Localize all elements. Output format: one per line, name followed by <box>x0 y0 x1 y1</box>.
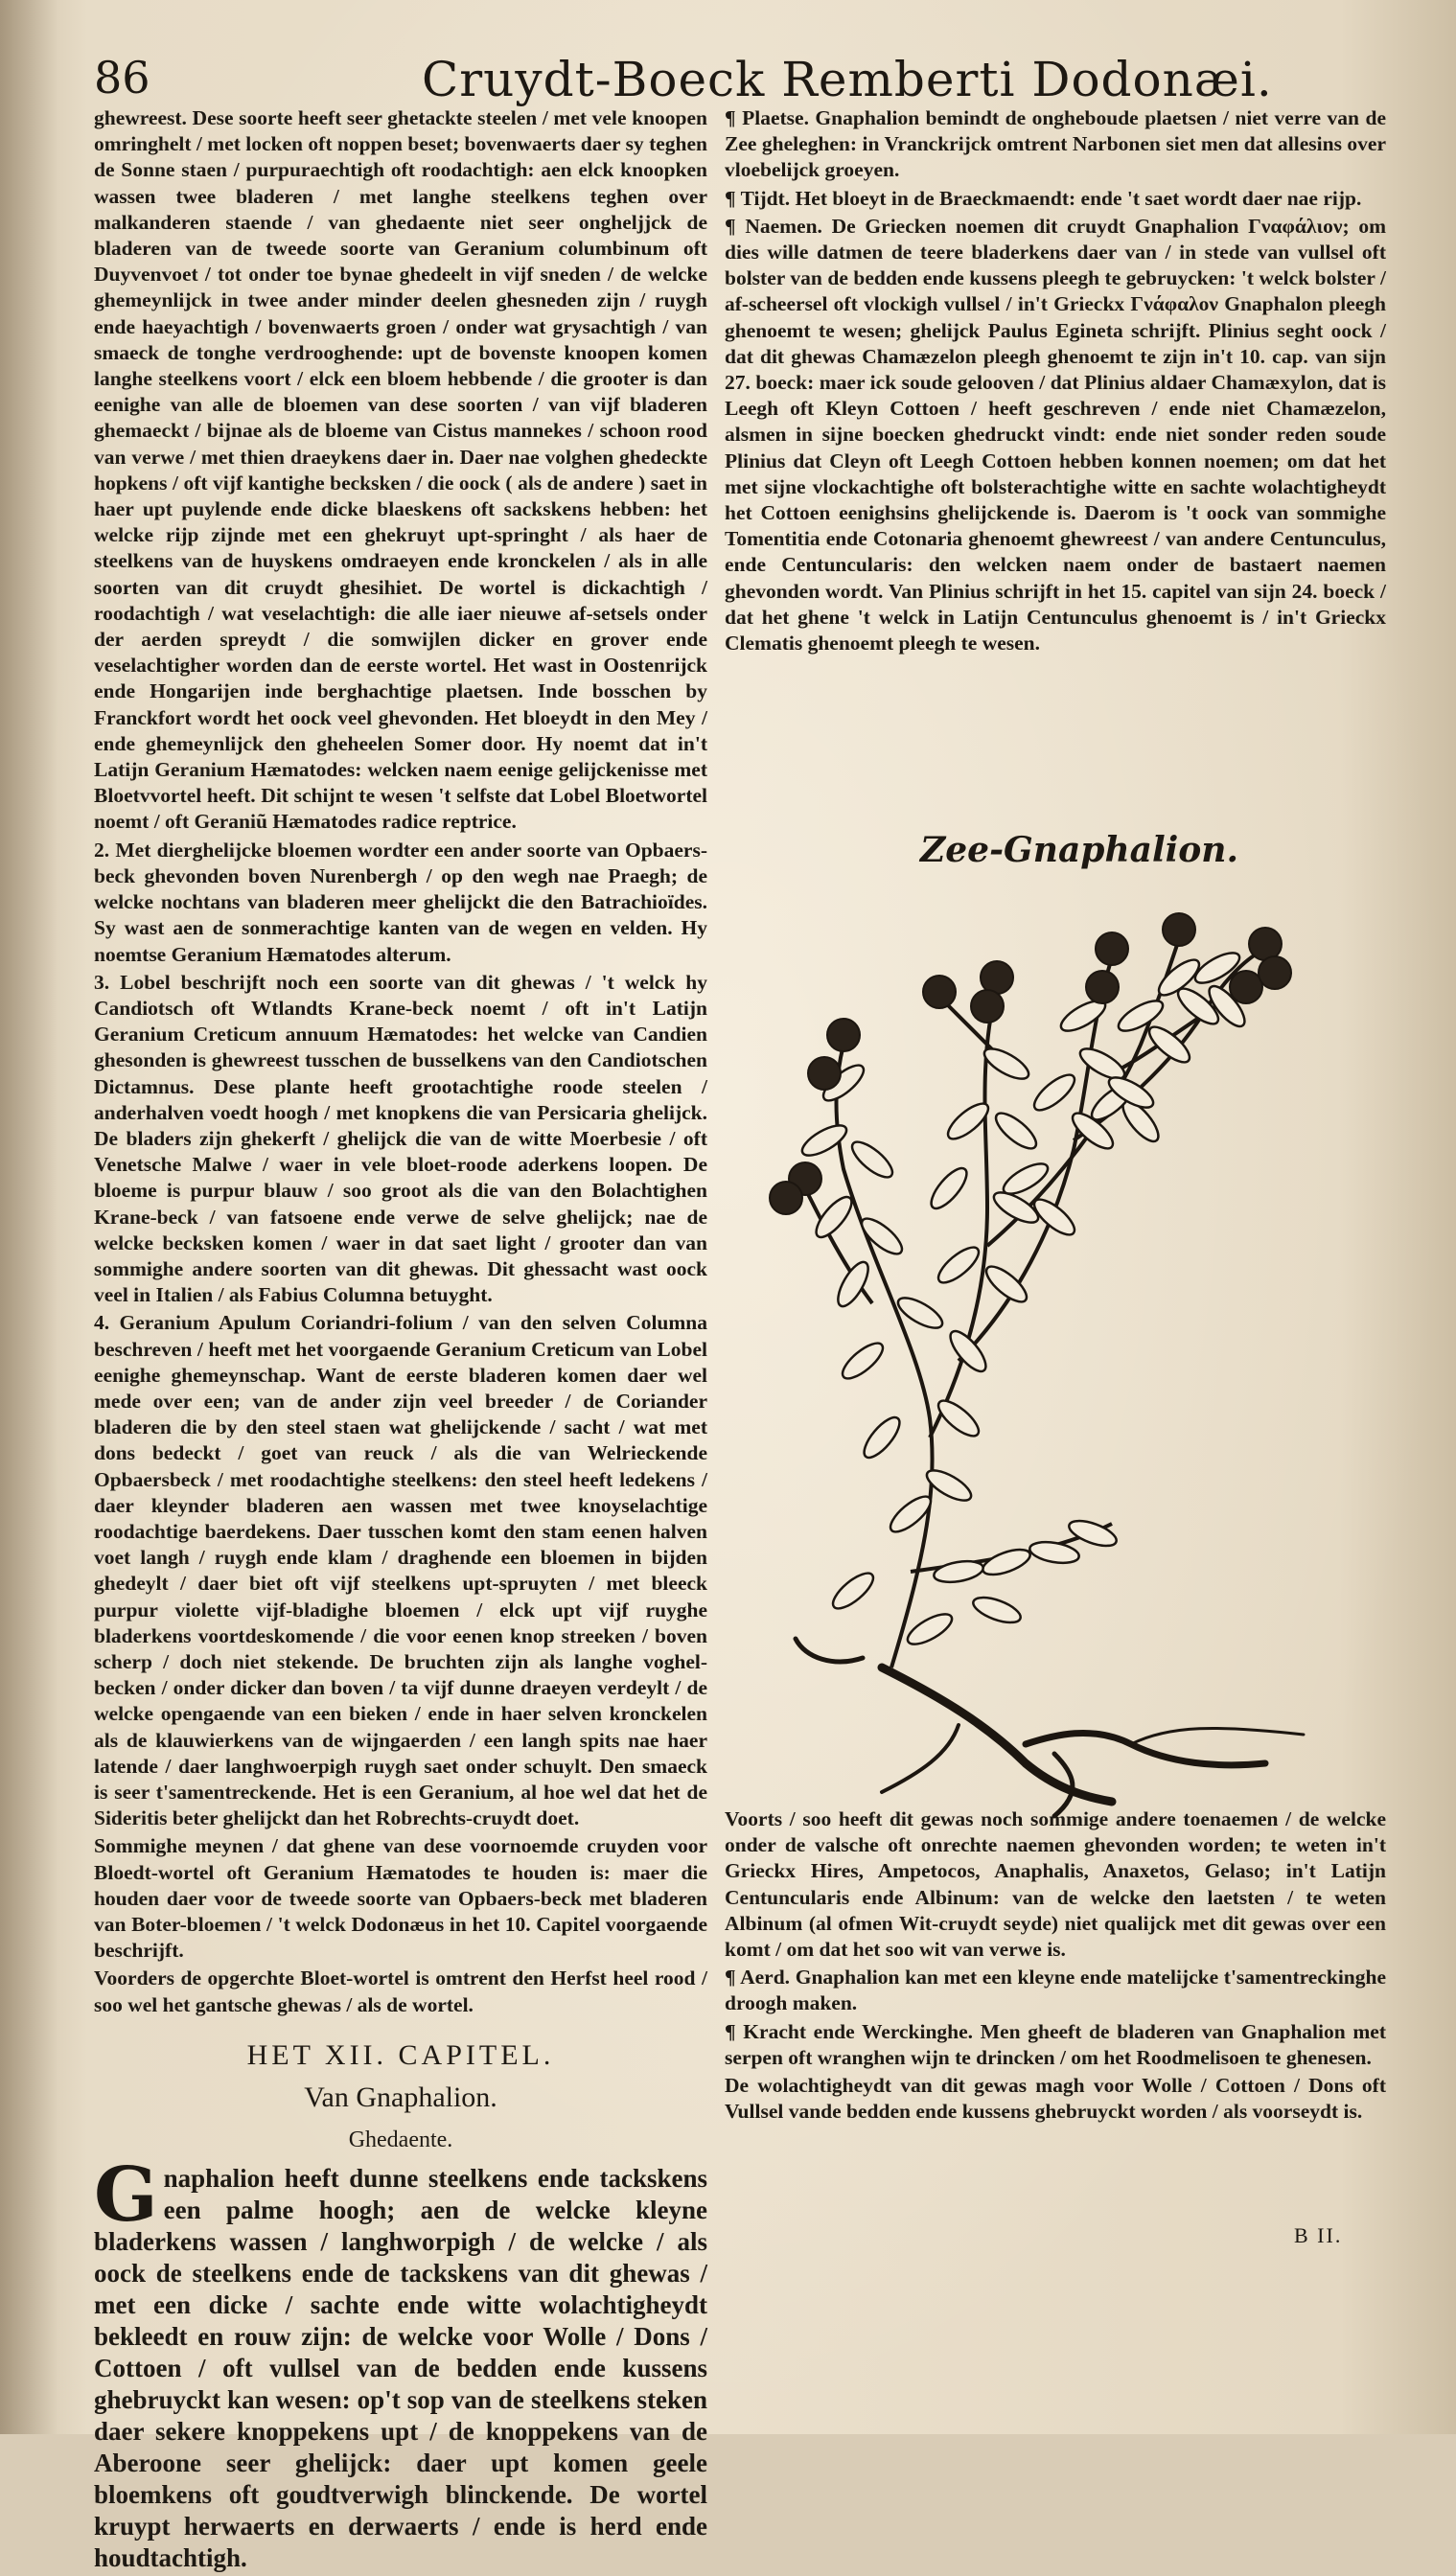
left-paragraph-3: 3. Lobel beschrijft noch een soorte van dit ghewas / 't welck hy Candiotsch oft Wtlandts Krane-beck noemt / oft in't Latijn Geranium Creticum annuum Hæmatodes: het welcke van Candien ghesonden is ghewreest tusschen de busselkens van den Candiotschen Dictamnus. Dese plante heeft grootachtighe roode steelen / anderhalven voedt hoogh / met knopkens die van Persicaria ghelijck. De bladers zijn ghekerft / ghelijck die van de witte Moerbesie / oft Venetsche Malwe / waer in vele bloet-roode aderkens loopen. De bloeme is purpur blauw / soo groot als die van den Bolachtighen Krane-beck / van fatsoene ende verwe de selve ghelijck; nae de welcke becksken komen / waer in dat saet light / grooter dan van sommighe andere soorten van dit ghewas. Dit ghessacht wast oock veel in Italien / als Fabius Columna betuyght. <box>94 970 707 1307</box>
opening-paragraph <box>94 2150 707 2574</box>
left-column <box>94 105 707 2576</box>
right-paragraph-2: ¶ Tijdt. Het bloeyt in de Braeckmaendt: ende 't saet wordt daer nae rijp. <box>725 186 1362 210</box>
woodcut-leaf <box>991 1108 1042 1155</box>
right-lower-paragraph-4: De wolachtigheydt van dit gewas magh voor Wolle / Cottoen / Dons oft Vullsel vande bedden ende kussens ghebruyckt worden / als voorseydt is. <box>725 2074 1386 2124</box>
left-paragraph-4: 4. Geranium Apulum Coriandri-folium / van den selven Columna beschreven / heeft met het voorgaende Geranium Creticum van Lobel eenighe ghemeynschap. Want de eerste bladeren komen daer wel mede over een; van de ander zijn veel breeder / de Coriander bladeren die by den steel staen wat ghelijckende / sacht / wat met dons bedeckt / goet van reuck / als die van Welrieckende Opbaersbeck / met roodachtighe steelkens: den steel heeft ledekens / daer kleynder bladeren aen wassen met twee knoyselachtige roodachtige baerdekens. Daer tusschen komt den stam eenen halven voet langh / ruygh ende klam / draghende een bloemen in bijden ghedeylt / daer biet oft vijf steelkens upt-spruyten / met bleeck purpur violette vijf-bladighe bloemen / elck upt vijf ruyghe bladerkens voortdeskomende / die voor eenen knop streeken / boven scherp / doch niet stekende. De bruchten zijn als langhe voghel-becken / onder dicker dan boven / ta vijf dunne draeyen verdeylt / de welcke opengaende van een bieken / ende in haer selven kronckelen als de klauwierkens van de wijngaerden / een langh spits nae haer latende / daer langhwoerpigh ruygh saet onder schuylt. Den smaeck is seer t'samentreckende. Het is een Geranium, al hoe wel dat het de Sideritis beter ghelijckt dan het Robrechts-cruydt doet. <box>94 1311 707 1830</box>
woodcut-leaf <box>926 1163 973 1214</box>
woodcut-leaf <box>980 1545 1033 1580</box>
left-paragraph-2: 2. Met dierghelijcke bloemen wordter een ander soorte van Opbaers-beck ghevonden boven Nurenbergh / op den wegh nae Praegh; de welcke nochtans van bladeren meer ghelijckt die den Batrachioïdes. Sy wast aen de sonmerachtige kanten van de wegen en velden. Hy noemtse Geranium Hæmatodes alterum. <box>94 838 707 966</box>
woodcut-flowerhead <box>981 961 1013 994</box>
right-lower-paragraph-2: ¶ Aerd. Gnaphalion kan met een kleyne ende matelijcke t'samentreckinghe droogh maken. <box>725 1966 1386 2015</box>
woodcut-leaf <box>859 1413 906 1463</box>
woodcut-leaf <box>970 1593 1024 1628</box>
woodcut-root <box>796 1639 1304 1816</box>
woodcut-leaf <box>980 1043 1032 1084</box>
left-paragraph-6: Voorders de opgerchte Bloet-wortel is omtrent den Herfst heel rood / soo wel het gantsche ghewas / als de wortel. <box>94 1966 707 2016</box>
section-label: Ghedaente. <box>348 2127 453 2152</box>
woodcut-flowerhead <box>971 990 1004 1023</box>
woodcut-leaf <box>1029 1070 1080 1116</box>
woodcut-leaf <box>847 1137 898 1184</box>
woodcut-flowerhead <box>1230 971 1262 1003</box>
running-title: Cruydt-Boeck Remberti Dodonæi. <box>422 52 1273 107</box>
right-lower-text <box>725 1806 1386 2127</box>
opening-paragraph-text: naphalion heeft dunne steelkens ende tackskens een palme hoogh; aen de welcke kleyne bladerkens wassen / langhworpigh / de welcke / als oock de steelkens ende de tackskens van dit ghewas / met een dicke / sachte ende witte wolachtigheydt bekleedt en rouw zijn: de welcke voor Wolle / Dons / Cottoen / oft vullsel van de bedden ende kussens ghebruyckt kan wesen: op't sop van de steelkens steken daer sekere knoppekens upt / de knoppekens van de Aberoone seer ghelijck: daer upt komen geele bloemkens oft goudtverwigh blinckende. De wortel kruypt herwaerts en derwaerts / ende is herd ende houdtachtigh. <box>94 2163 707 2572</box>
page-number: 86 <box>94 52 150 104</box>
woodcut-leaf <box>999 1158 1052 1199</box>
right-paragraph-1: ¶ Plaetse. Gnaphalion bemindt de ongheboude plaetsen / niet verre van de Zee gheleghen: in Vranckrijck omtrent Narbonen siet men dat allesins over vloebelijck groeyen. <box>725 106 1386 182</box>
page-header <box>0 38 1456 115</box>
woodcut-leaf <box>857 1213 908 1260</box>
woodcut-leaf <box>1028 1539 1081 1567</box>
woodcut-flowerhead <box>1163 913 1195 946</box>
woodcut-flowerhead <box>1259 956 1291 989</box>
right-lower-paragraph-1: Voorts / soo heeft dit gewas noch sommige andere toenaemen / de welcke onder de valsche oft onrechte naemen ghevonden worden; te weten in't Grieckx Hires, Ampetocos, Anaphalis, Anaxetos, Gelaso; in't Latijn Centuncularis ende Albinum: van de welcke den laetsten / te weten Albinum (al ofmen Wit-cruydt seyde) niet qualijck met dit gewas over een komt / om dat het soo wit van verwe is. <box>725 1807 1386 1962</box>
woodcut-leaf <box>934 1242 984 1289</box>
woodcut-flowerhead <box>1096 932 1128 965</box>
chapter-subtitle: Van Gnaphalion. <box>304 2081 497 2113</box>
right-lower-paragraph-3: ¶ Kracht ende Werckinghe. Men gheeft de bladeren van Gnaphalion met serpen oft wranghen wijn te drincken / om het Roodmelisoen te ghenesen. <box>725 2019 1386 2069</box>
woodcut-leaf <box>1066 1516 1120 1552</box>
woodcut-leaf <box>933 1558 985 1586</box>
woodcut-flowerhead <box>923 976 956 1008</box>
right-column <box>725 105 1386 658</box>
woodcut-flowerhead <box>770 1182 802 1214</box>
woodcut-leaves <box>797 947 1250 1649</box>
woodcut-flowerhead <box>808 1057 841 1090</box>
woodcut-leaf <box>832 1257 873 1310</box>
woodcut-stems <box>805 939 1265 1668</box>
woodcut-leaf <box>811 1192 858 1243</box>
binding-shadow <box>0 0 58 2434</box>
drop-cap: G <box>94 2150 158 2239</box>
woodcut-flowerhead <box>1086 971 1119 1003</box>
signature-mark: B II. <box>1294 2223 1343 2247</box>
woodcut-flowerhead <box>827 1019 860 1051</box>
left-paragraph-1: ghewreest. Dese soorte heeft seer ghetackte steelen / met vele knoopen omringhelt / met locken oft noppen beset; bovenwaerts daer sy teghen de Sonne staen / purpuraechtigh oft roodachtigh: aen elck knoopken wassen twee bladeren / met langhe steelkens teghen over malkanderen staende / van ghedaente niet seer ongheljjck de bladeren van de tweede soorte van Geranium columbinum oft Duyvenvoet / tot onder toe bynae ghedeelt in vijf sneden / de welcke ghemeynlijck in twee ander minder deelen ghesneden zijn / ruygh ende haeyachtigh / bovenwaerts groen / onder wat grysachtigh / van smaeck de tonghe verdrooghende: upt de bovenste knoopen komen langhe steelkens voort / elck een bloem hebbende / die grooter is dan eenighe van alle de bloemen van dese soorten / van vijf bladeren ghemaeckt / bijnae als de bloeme van Cistus mannekes / schoon rood van verwe / met thien draeykens daer in. Daer nae volghen ghedeckte hopkens / oft vijf kantighe becksken / die oock ( als de andere ) saet in haer upt puylende ende dicke blaeskens oft sackskens hebben: het welcke rijp zijnde met een ghekruyt upt-springht / als haer de steelkens van de huyskens omdraeyen ende kronckelen / als in alle soorten van dit cruydt ghesihiet. De wortel is dickachtigh / roodachtigh / wat veselachtigh: die alle iaer nieuwe af-setsels onder der aerden spreydt / die somwijlen dicker en grover ende veselachtigher worden dan de eerste wortel. Het wast in Oostenrijck ende Hongarijen inde berghachtige plaetsen. Inde bosschen by Franckfort wordt het oock veel ghevonden. Het bloeydt in den Mey / ende ghemeynlijck den gheheelen Somer door. Hy noemt dat in't Latijn Geranium Hæmatodes: welcken naem eenige gelijckenisse met Bloetvvortel heeft. Dit schijnt te wesen 't selfste dat Lobel Bloetwortel noemt / oft Geraniũ Hæmatodes radice reptrice. <box>94 106 707 834</box>
plant-title: Zee-Gnaphalion. <box>920 830 1239 870</box>
woodcut-flowerhead <box>1249 928 1282 960</box>
woodcut-leaf <box>903 1608 956 1649</box>
woodcut-leaf <box>1144 1022 1195 1069</box>
woodcut-leaf <box>838 1338 889 1385</box>
woodcut-leaf <box>828 1568 879 1615</box>
chapter-heading: HET XII. CAPITEL. <box>246 2038 555 2071</box>
left-paragraph-5: Sommighe meynen / dat ghene van dese voornoemde cruyden voor Bloedt-wortel oft Geranium Hæmatodes te houden is: maer die houden daer voor de tweede soorte van Opbaers-beck met bladeren van Boter-bloemen / 't welck Dodonæus in het 10. Capitel voorgaende beschrijft. <box>94 1834 707 1963</box>
right-paragraph-3: ¶ Naemen. De Griecken noemen dit cruydt Gnaphalion Γναφάλιον; om dies wille datmen de teere bladerkens daer van / in stede van vullsel oft bolster van de bedden ende kussens pleegh te gebruycken: 't welck bolster / af-scheersel oft vlockigh vullsel / in't Grieckx Γνάφαλον Gnaphalon pleegh ghenoemt te wesen; ghelijck Paulus Egineta schrijft. Plinius seght oock / dat dit ghewas Chamæzelon pleegh ghenoemt te zijn in't 10. cap. van sijn 27. boeck: maer ick soude gelooven / dat Plinius aldaer Chamæxylon, dat is Leegh oft Kleyn Cottoen / heeft geschreven / ende niet Chamæzelon, alsmen in sijne boecken ghedruckt vindt: ende niet sonder reden soude Plinius dat Cleyn oft Leegh Cottoen hebben konnen noemen; om dat het met sijne vlockachtighe oft bolsterachtighe witte en sachte wolachtigheydt het Cottoen eenighsins ghelijckende is. Daerom is 't oock van sommighe Tomentitia ende Cotonaria ghenoemt ghewreest / van andere Centunculus, ende Centuncularis: den welcken naem onder de bastaert naemen ghevonden wordt. Van Plinius schrijft in het 15. capitel van sijn 24. boeck / dat het ghene 't welck in Latijn Centunculus ghenoemt is / in't Grieckx Clematis ghenoemt pleegh te wesen. <box>725 214 1386 656</box>
plant-woodcut <box>767 901 1399 1821</box>
